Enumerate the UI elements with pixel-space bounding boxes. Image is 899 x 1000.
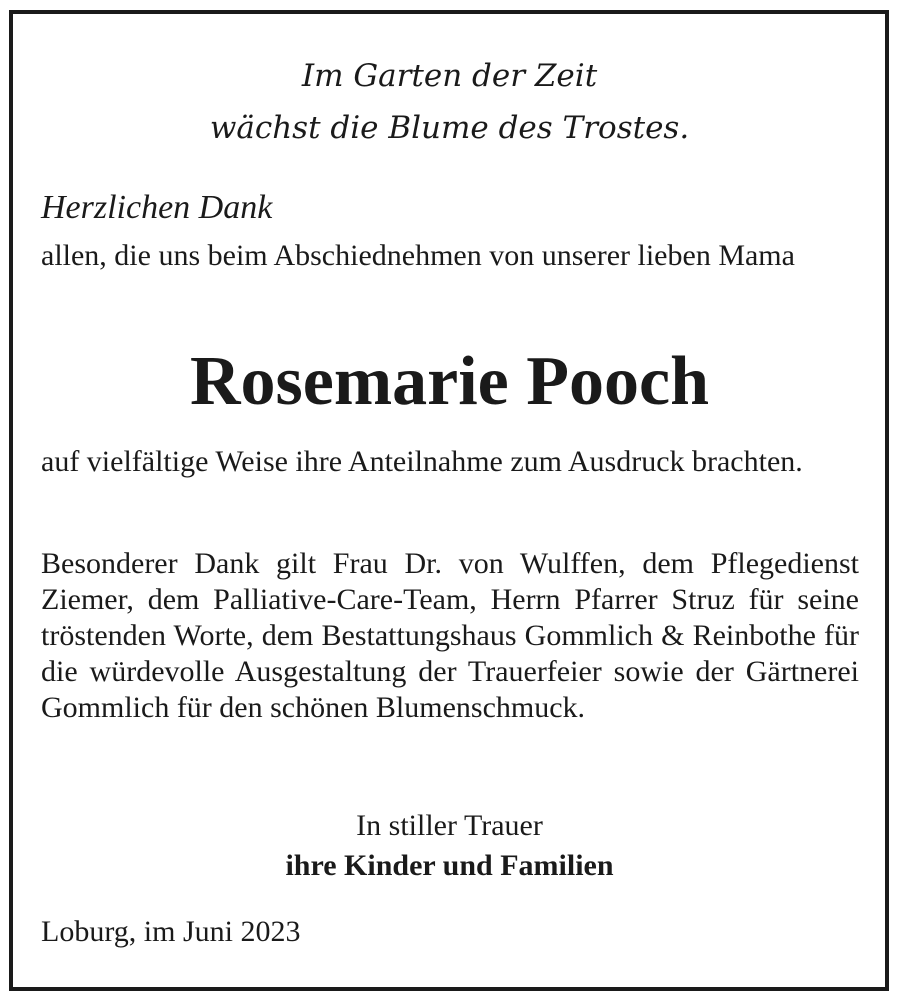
motto [0,50,899,154]
signature-family: ihre Kinder und Familien [285,849,614,882]
special-thanks-text: Besonderer Dank gilt Frau Dr. von Wulffen, dem Pflegedienst Ziemer, dem Palliative-Care-Team, Herrn Pfarrer Struz für seine tröstenden Worte, dem Bestattungshaus Gommlich & Reinbothe für die würdevolle Ausgestaltung der Trauerfeier sowie der Gärtnerei Gommlich für den schönen Blumenschmuck. [41,547,859,724]
closing-block [0,806,899,886]
intro-text: allen, die uns beim Abschiednehmen von unserer lieben Mama [41,239,795,272]
deceased-name: Rosemarie Pooch [189,343,710,420]
greeting: Herzlichen Dank [41,189,273,226]
motto-line-1: Im Garten der Zeit [301,58,598,94]
after-name-text: auf vielfältige Weise ihre Anteilnahme zum Ausdruck brachten. [41,445,803,478]
place-date: Loburg, im Juni 2023 [41,915,301,948]
motto-line-2: wächst die Blume des Trostes. [209,110,690,146]
closing-line: In stiller Trauer [356,809,543,842]
